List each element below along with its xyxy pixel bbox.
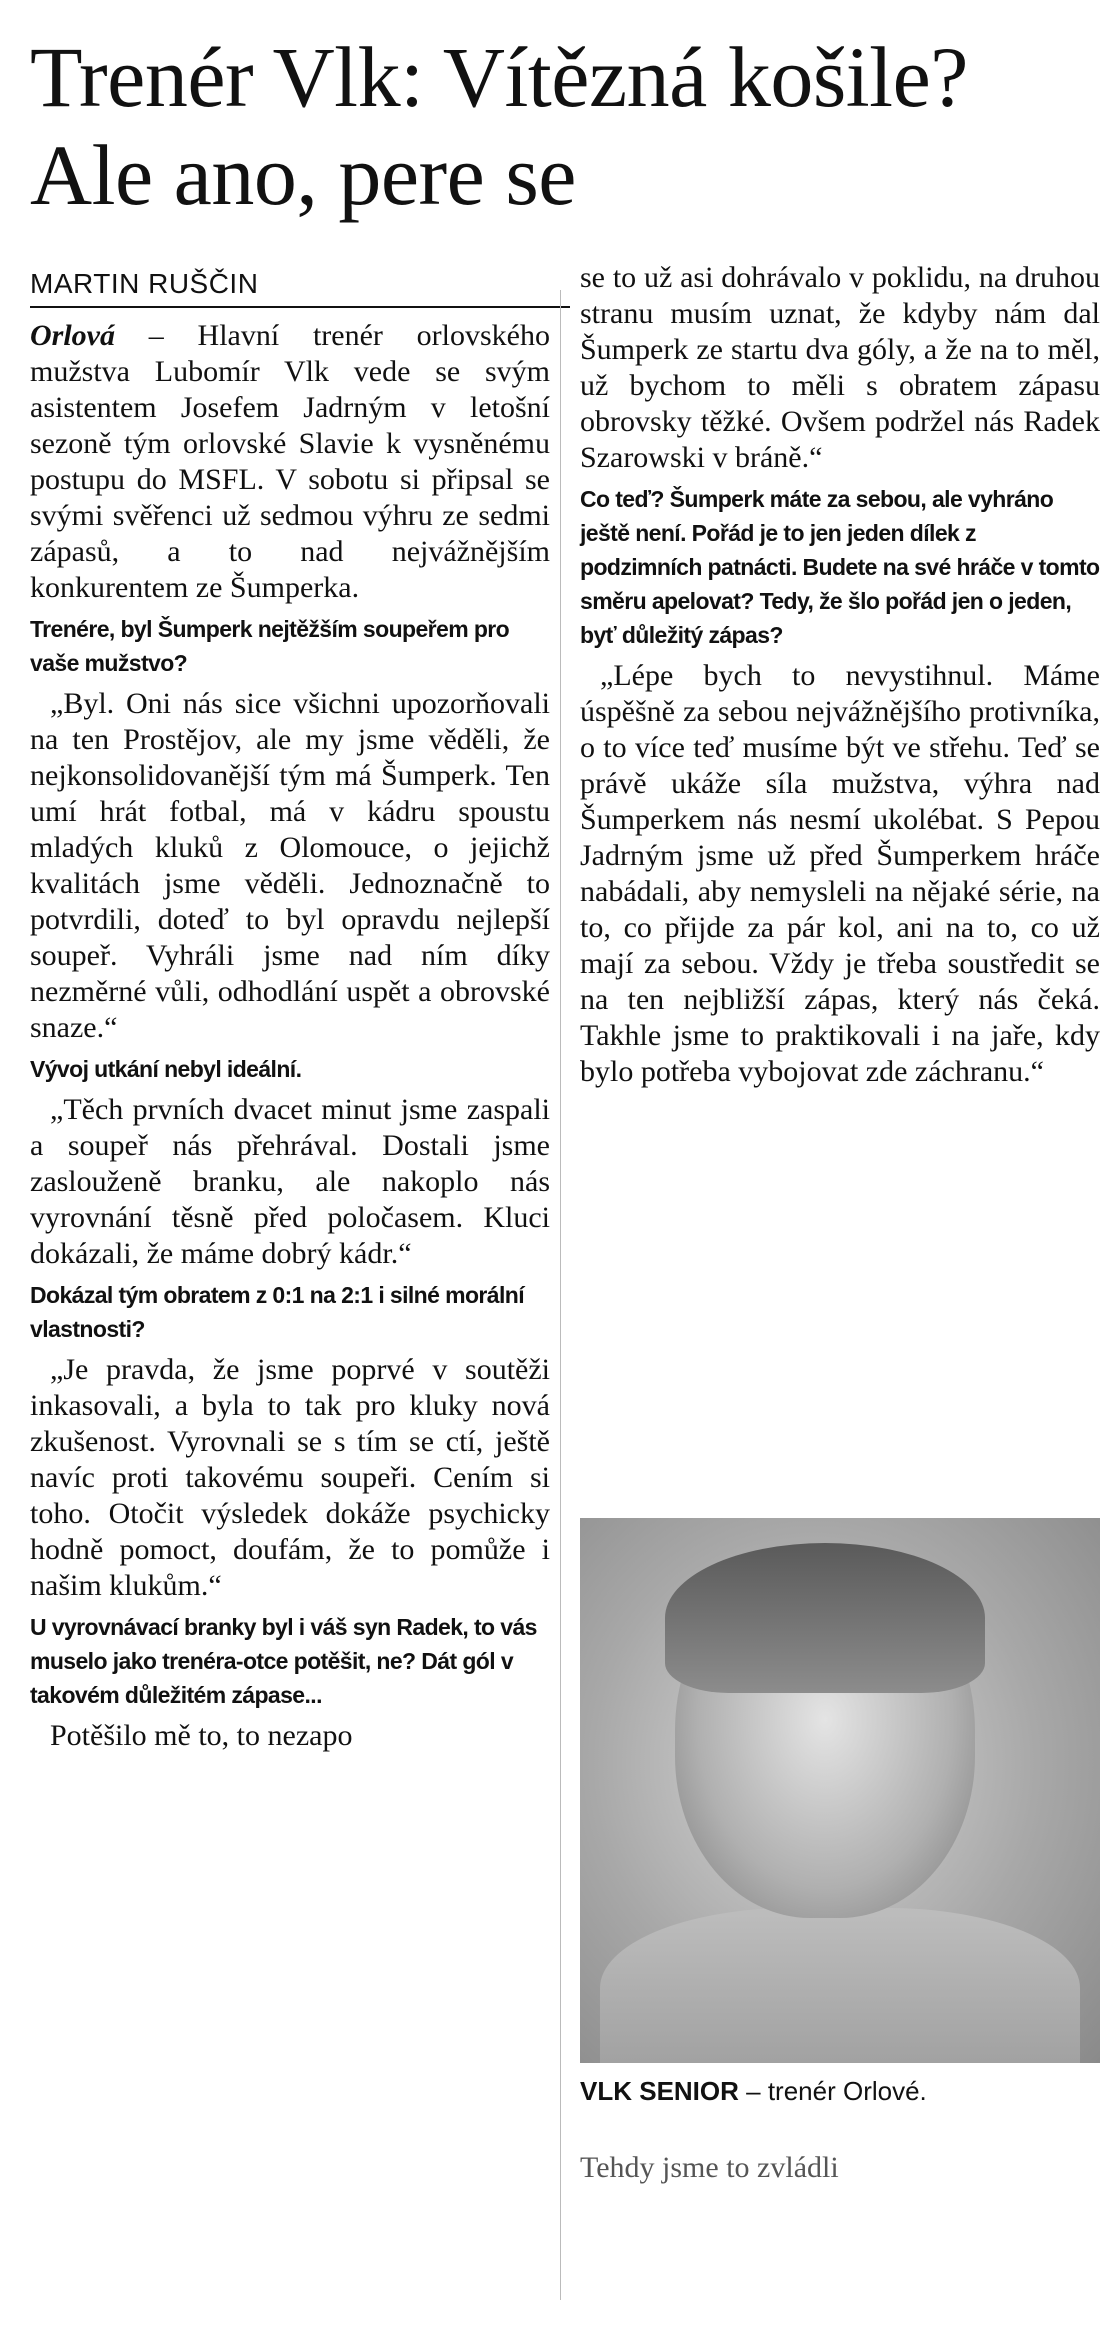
caption-name: VLK SENIOR <box>580 2076 739 2106</box>
column-left <box>30 318 550 1754</box>
question-5: Co teď? Šumperk máte za sebou, ale vyhráno ještě není. Pořád je to jen jeden dílek z podzimních patnácti. Budete na své hráče v tomto směru apelovat? Tedy, že šlo pořád jen o jeden, byť důležitý zápas? <box>580 486 1100 648</box>
answer-4-continued: se to už asi dohrávalo v poklidu, na druhou stranu musím uznat, že kdyby nám dal Šumperk ze startu dva góly, a že na to měl, už bychom to měli s obratem zápasu obrovsky těžké. Ovšem podržel nás Radek Szarowski v bráně.“ <box>580 261 1100 474</box>
photo-shoulders <box>600 1908 1080 2063</box>
question-1: Trenére, byl Šumperk nejtěžším soupeřem pro vaše mužstvo? <box>30 616 510 676</box>
caption-text: – trenér Orlové. <box>738 2076 927 2106</box>
dateline: Orlová <box>30 319 115 352</box>
answer-4-start: Potěšilo mě to, to nezapo <box>50 1719 353 1752</box>
portrait-photo <box>580 1518 1100 2063</box>
byline: MARTIN RUŠČIN <box>30 268 259 299</box>
answer-3: „Je pravda, že jsme poprvé v soutěži inkasovali, a byla to tak pro kluky nová zkušenost. Vyrovnali se s tím se ctí, ještě navíc proti takovému soupeři. Cením si toho. Otočit výsledek dokáže psychicky hodně pomoct, doufám, že to pomůže i našim klukům.“ <box>30 1353 550 1602</box>
question-4: U vyrovnávací branky byl i váš syn Radek, to vás muselo jako trenéra-otce potěšit, ne? Dát gól v takovém důležitém zápase... <box>30 1614 537 1708</box>
lead-paragraph <box>30 318 550 606</box>
column-divider <box>560 290 561 2300</box>
column-right <box>580 260 1100 1090</box>
question-3: Dokázal tým obratem z 0:1 na 2:1 i silné morální vlastnosti? <box>30 1282 524 1342</box>
answer-1: „Byl. Oni nás sice všichni upozorňovali na ten Prostějov, ale my jsme věděli, že nejkonsolidovanější tým má Šumperk. Ten umí hrát fotbal, má v kádru spoustu mladých kluků z Olomouce, o jejichž kvalitách jsme věděli. Jednoznačně to potvrdili, doteď to byl opravdu nejlepší soupeř. Vyhráli jsme nad ním díky nezměrné vůli, odhodlání uspět a obrovské snaze.“ <box>30 687 550 1044</box>
question-2: Vývoj utkání nebyl ideální. <box>30 1056 302 1082</box>
cut-off-text: Tehdy jsme to zvládli <box>580 2151 839 2184</box>
byline-rule <box>30 306 570 308</box>
photo-caption <box>580 2074 1100 2108</box>
headline: Trenér Vlk: Vítězná košile? Ale ano, pere se <box>30 29 968 223</box>
photo-hair <box>665 1543 985 1693</box>
answer-5: „Lépe bych to nevystihnul. Máme úspěšně za sebou nejvážnějšího protivníka, o to více teď musíme být ve střehu. Teď se právě ukáže síla mužstva, výhra nad Šumperkem nás nesmí ukolébat. S Pepou Jadrným jsme už před Šumperkem hráče nabádali, aby nemysleli na nějaké série, na to, co přijde za pár kol, ani na to, co už mají za sebou. Vždy je třeba soustředit se na ten nejbližší zápas, který nás čeká. Takhle jsme to praktikovali i na jaře, kdy bylo potřeba vybojovat zde záchranu.“ <box>580 659 1100 1088</box>
answer-2: „Těch prvních dvacet minut jsme zaspali a soupeř nás přehrával. Dostali jsme zaslouženě branku, ale nakoplo nás vyrovnání těsně před poločasem. Kluci dokázali, že máme dobrý kádr.“ <box>30 1093 550 1270</box>
lead-text: – Hlavní trenér orlovského mužstva Lubomír Vlk vede se svým asistentem Josefem Jadrným v letošní sezoně tým orlovské Slavie k vysněnému postupu do MSFL. V sobotu si připsal se svými svěřenci už sedmou výhru ze sedmi zápasů, a to nad nejvážnějším konkurentem ze Šumperka. <box>30 319 550 604</box>
